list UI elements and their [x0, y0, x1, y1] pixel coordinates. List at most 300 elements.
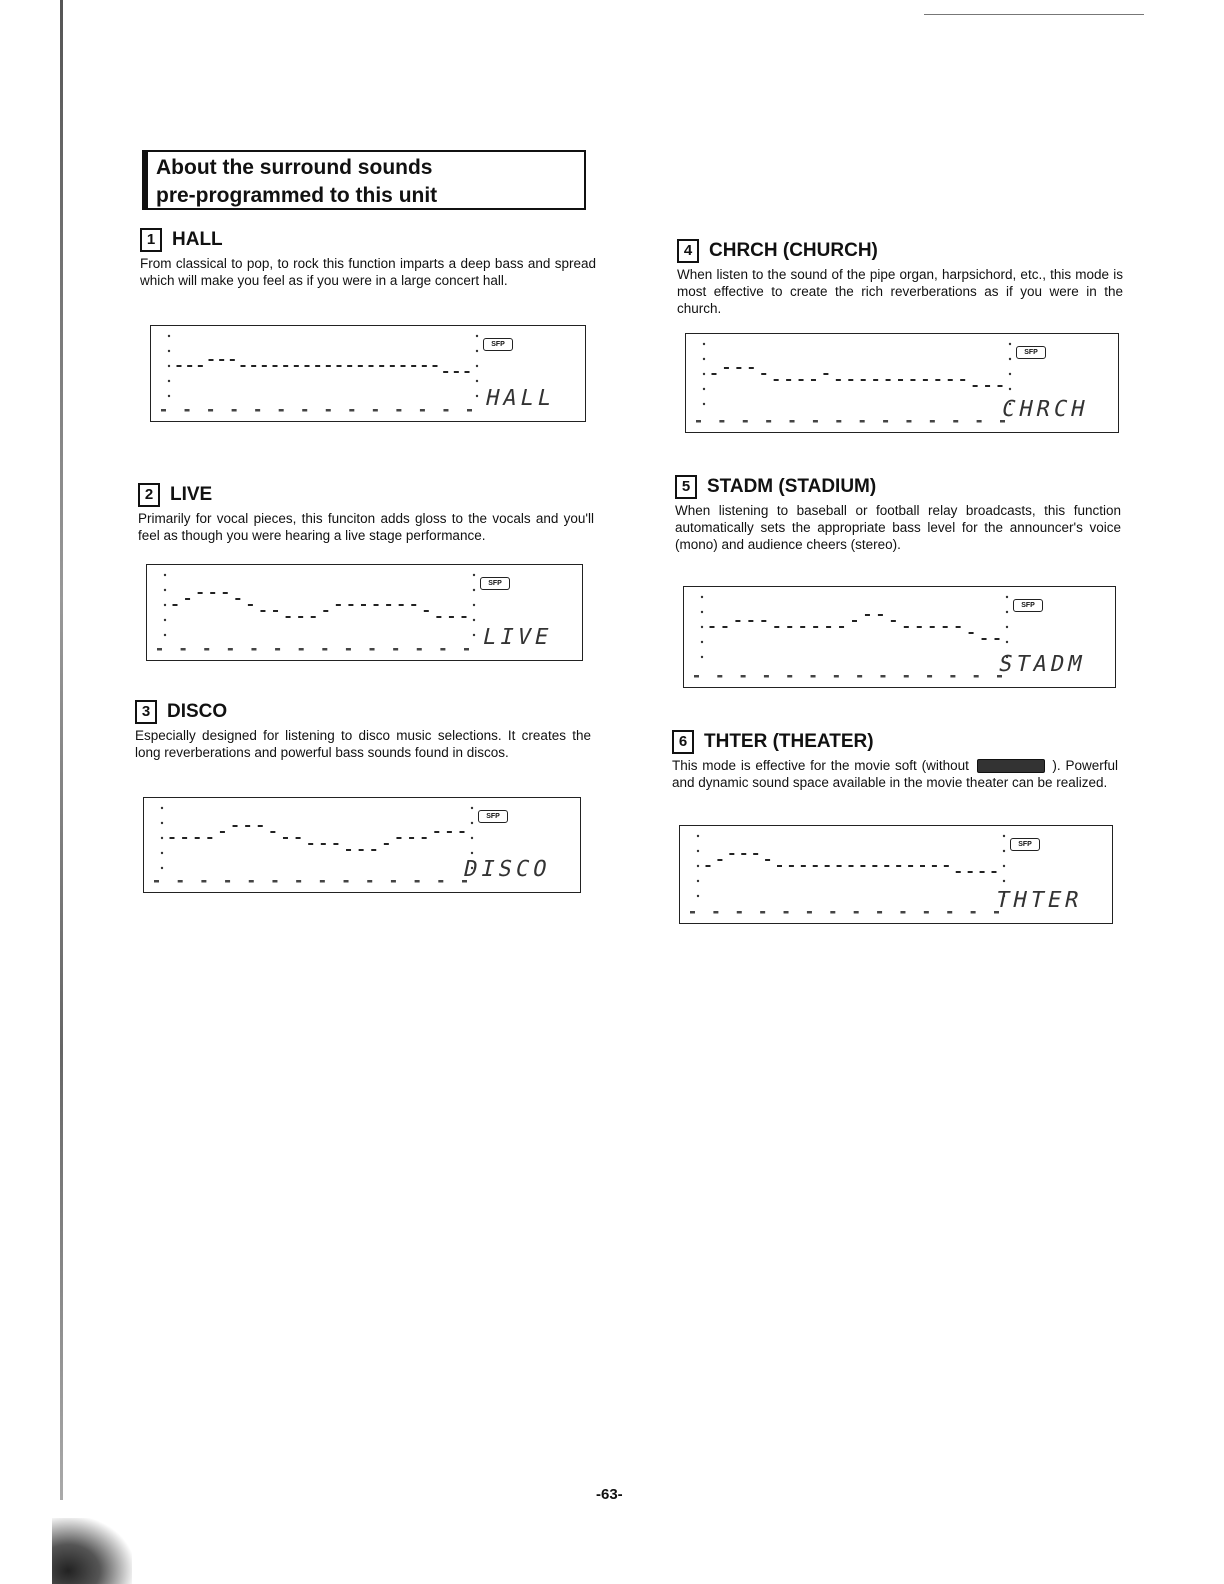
section-number: 5: [675, 475, 697, 499]
eq-dash: [241, 365, 246, 367]
eq-dash: [873, 379, 878, 381]
eq-dash: [992, 871, 997, 873]
eq-dash: [233, 825, 238, 827]
scale-dot-right: [471, 852, 473, 854]
description-part-1: This mode is effective for the movie soft (without: [672, 758, 969, 773]
freq-tick: [279, 409, 284, 412]
scale-dot-left: [701, 611, 703, 613]
eq-dash: [741, 853, 746, 855]
section-description: From classical to pop, to rock this function imparts a deep bass and spread which will make you feel as if you were in a large concert hall.: [140, 256, 596, 288]
freq-tick: [232, 409, 237, 412]
eq-dash: [170, 837, 175, 839]
freq-tick: [927, 675, 932, 678]
freq-tick: [299, 648, 304, 651]
eq-dash: [399, 604, 404, 606]
freq-tick: [396, 409, 401, 412]
freq-tick: [830, 911, 835, 914]
eq-dash: [433, 365, 438, 367]
freq-tick: [349, 409, 354, 412]
freq-tick: [181, 648, 186, 651]
scale-dot-right: [476, 365, 478, 367]
scale-dot-right: [473, 604, 475, 606]
freq-tick: [971, 911, 976, 914]
eq-dash: [886, 379, 891, 381]
section-number: 3: [135, 700, 157, 724]
heading-line-2: pre-programmed to this unit: [156, 184, 438, 207]
eq-dash: [422, 365, 427, 367]
eq-dash: [294, 365, 299, 367]
scale-dot-left: [168, 350, 170, 352]
section-title: CHRCH (CHURCH): [709, 240, 878, 261]
eq-dash: [434, 831, 439, 833]
freq-tick: [443, 409, 448, 412]
eq-dash: [326, 365, 331, 367]
eq-dash: [884, 865, 889, 867]
scale-dot-right: [1006, 641, 1008, 643]
eq-dash: [717, 859, 722, 861]
eq-dash: [311, 616, 316, 618]
freq-tick: [415, 880, 420, 883]
freq-tick: [154, 880, 159, 883]
scale-dot-right: [471, 822, 473, 824]
eq-dash: [985, 385, 990, 387]
freq-tick: [834, 675, 839, 678]
scale-dot-right: [471, 807, 473, 809]
section-stadium: [675, 475, 1121, 553]
eq-display-panel: [685, 333, 1119, 433]
eq-dash: [801, 865, 806, 867]
eq-dash: [837, 865, 842, 867]
eq-dash: [436, 616, 441, 618]
freq-tick: [764, 675, 769, 678]
eq-dash: [230, 359, 235, 361]
freq-tick: [161, 409, 166, 412]
eq-dash: [346, 849, 351, 851]
eq-dash: [462, 616, 467, 618]
eq-dash: [980, 871, 985, 873]
eq-dash: [454, 371, 459, 373]
eq-dash: [935, 379, 940, 381]
eq-dash: [761, 373, 766, 375]
scale-dot-left: [701, 596, 703, 598]
eq-dash: [220, 831, 225, 833]
section-title: HALL: [172, 229, 223, 250]
freq-tick: [225, 880, 230, 883]
eq-dash: [960, 379, 965, 381]
eq-dash: [262, 365, 267, 367]
page-number: -63-: [596, 1486, 623, 1503]
description-part-2: ). Powerful and dynamic sound space available in the movie theater can be realized.: [672, 758, 1118, 790]
freq-tick: [807, 911, 812, 914]
eq-dash: [371, 849, 376, 851]
eq-dash: [443, 371, 448, 373]
eq-display-panel: [143, 797, 581, 893]
scale-dot-right: [1006, 596, 1008, 598]
section-description: [672, 757, 1118, 791]
section-disco: [135, 700, 591, 761]
eq-dash: [800, 626, 805, 628]
freq-tick: [717, 675, 722, 678]
freq-tick: [953, 420, 958, 423]
eq-dash: [930, 626, 935, 628]
eq-dash: [384, 843, 389, 845]
eq-dash: [898, 379, 903, 381]
scale-dot-left: [697, 880, 699, 882]
eq-dash: [305, 365, 310, 367]
eq-dash: [198, 592, 203, 594]
eq-dash: [923, 379, 928, 381]
freq-tick: [391, 880, 396, 883]
eq-dash: [258, 825, 263, 827]
eq-dash: [722, 626, 727, 628]
section-number: 1: [140, 228, 162, 252]
freq-tick: [275, 648, 280, 651]
sfp-badge: SFP: [1016, 346, 1046, 359]
freq-tick: [438, 880, 443, 883]
eq-dash: [185, 598, 190, 600]
freq-tick: [719, 420, 724, 423]
freq-tick: [420, 409, 425, 412]
eq-dash: [836, 379, 841, 381]
freq-tick: [857, 675, 862, 678]
eq-dash: [337, 365, 342, 367]
freq-tick: [251, 648, 256, 651]
section-heading: [672, 730, 1118, 754]
freq-tick: [208, 409, 213, 412]
scale-dot-left: [164, 604, 166, 606]
freq-tick: [272, 880, 277, 883]
scale-dot-right: [1006, 626, 1008, 628]
freq-tick: [930, 420, 935, 423]
freq-tick: [743, 420, 748, 423]
eq-dash: [411, 604, 416, 606]
freq-tick: [741, 675, 746, 678]
freq-tick: [326, 409, 331, 412]
eq-dash: [411, 365, 416, 367]
freq-tick: [977, 420, 982, 423]
eq-dash: [182, 837, 187, 839]
scale-dot-left: [701, 626, 703, 628]
section-hall: [140, 228, 596, 289]
sfp-badge: SFP: [480, 577, 510, 590]
eq-dash: [396, 837, 401, 839]
scale-dot-right: [473, 619, 475, 621]
eq-dash: [860, 865, 865, 867]
section-live: [138, 483, 594, 544]
section-heading: [140, 228, 596, 252]
section-number: 6: [672, 730, 694, 754]
eq-dash: [248, 604, 253, 606]
eq-dash: [270, 831, 275, 833]
eq-dash: [932, 865, 937, 867]
freq-tick: [787, 675, 792, 678]
scale-dot-right: [471, 837, 473, 839]
freq-tick: [417, 648, 422, 651]
eq-dash: [956, 626, 961, 628]
freq-tick: [766, 420, 771, 423]
eq-dash: [761, 620, 766, 622]
scale-dot-right: [1003, 865, 1005, 867]
freq-tick: [344, 880, 349, 883]
scale-dot-left: [697, 895, 699, 897]
eq-dash: [706, 865, 711, 867]
eq-dash: [908, 865, 913, 867]
eq-dash: [969, 632, 974, 634]
eq-dash: [811, 379, 816, 381]
eq-dash: [753, 853, 758, 855]
scale-dot-right: [473, 589, 475, 591]
eq-dash: [995, 638, 1000, 640]
freq-tick: [860, 420, 865, 423]
eq-dash: [861, 379, 866, 381]
eq-display-panel: [150, 325, 586, 422]
scale-dot-left: [161, 852, 163, 854]
scale-dot-left: [168, 380, 170, 382]
eq-dash: [374, 604, 379, 606]
scale-dot-right: [1009, 358, 1011, 360]
scale-dot-left: [697, 850, 699, 852]
freq-tick: [440, 648, 445, 651]
section-title: DISCO: [167, 701, 228, 722]
freq-tick: [201, 880, 206, 883]
eq-dash: [348, 604, 353, 606]
scale-dot-right: [1003, 850, 1005, 852]
eq-dash: [896, 865, 901, 867]
eq-dash: [849, 865, 854, 867]
freq-tick: [906, 420, 911, 423]
freq-tick: [694, 675, 699, 678]
freq-tick: [467, 409, 472, 412]
eq-dash: [315, 365, 320, 367]
scale-dot-left: [697, 865, 699, 867]
section-description: Primarily for vocal pieces, this funciton adds gloss to the vocals and you'll feel as though you were hearing a live stage performance.: [138, 511, 594, 543]
eq-dash: [943, 626, 948, 628]
section-church: [677, 239, 1123, 317]
sfp-badge: SFP: [1010, 838, 1040, 851]
eq-dash: [195, 837, 200, 839]
eq-dash: [260, 610, 265, 612]
eq-dash: [379, 365, 384, 367]
eq-dash: [210, 592, 215, 594]
eq-dash: [390, 365, 395, 367]
eq-dash: [920, 865, 925, 867]
scale-dot-right: [476, 395, 478, 397]
eq-dash: [424, 610, 429, 612]
eq-dash: [848, 379, 853, 381]
section-title: THTER (THEATER): [704, 731, 874, 752]
freq-tick: [296, 880, 301, 883]
eq-dash: [321, 843, 326, 845]
eq-dash: [973, 385, 978, 387]
freq-tick: [760, 911, 765, 914]
scale-dot-right: [476, 335, 478, 337]
scale-dot-left: [168, 335, 170, 337]
scale-dot-right: [1003, 880, 1005, 882]
scale-dot-left: [703, 373, 705, 375]
eq-dash: [712, 373, 717, 375]
section-title: STADM (STADIUM): [707, 476, 877, 497]
scale-dot-right: [1006, 611, 1008, 613]
section-theater: [672, 730, 1118, 791]
eq-display-panel: [146, 564, 583, 661]
eq-dash: [251, 365, 256, 367]
lcd-mode-readout: THTER: [993, 888, 1085, 913]
eq-dash: [245, 825, 250, 827]
eq-dash: [724, 367, 729, 369]
eq-dash: [891, 620, 896, 622]
eq-dash: [219, 359, 224, 361]
eq-dash: [872, 865, 877, 867]
eq-dash: [710, 626, 715, 628]
section-description: When listening to baseball or football relay broadcasts, this function automatically sets the appropriate bass level for the announcer's voice (mono) and audience cheers (stereo).: [675, 503, 1121, 552]
eq-dash: [823, 373, 828, 375]
lcd-mode-readout: STADM: [996, 652, 1088, 677]
scale-dot-left: [161, 807, 163, 809]
scale-dot-left: [161, 867, 163, 869]
eq-dash: [187, 365, 192, 367]
eq-dash: [998, 385, 1003, 387]
eq-dash: [748, 620, 753, 622]
eq-dash: [347, 365, 352, 367]
eq-dash: [235, 598, 240, 600]
freq-tick: [249, 880, 254, 883]
eq-dash: [359, 849, 364, 851]
freq-tick: [696, 420, 701, 423]
freq-tick: [811, 675, 816, 678]
eq-dash: [401, 365, 406, 367]
scale-dot-left: [697, 835, 699, 837]
eq-dash: [789, 865, 794, 867]
freq-tick: [883, 420, 888, 423]
eq-dash: [358, 365, 363, 367]
lcd-mode-readout: CHRCH: [999, 397, 1091, 422]
freq-tick: [877, 911, 882, 914]
section-number: 4: [677, 239, 699, 263]
eq-dash: [948, 379, 953, 381]
dolby-surround-logo: [977, 759, 1045, 773]
eq-dash: [308, 843, 313, 845]
eq-dash: [386, 604, 391, 606]
scale-dot-right: [1009, 373, 1011, 375]
sfp-badge: SFP: [1013, 599, 1043, 612]
eq-dash: [209, 359, 214, 361]
scale-dot-right: [1009, 388, 1011, 390]
scale-dot-left: [161, 837, 163, 839]
eq-dash: [447, 831, 452, 833]
eq-dash: [956, 871, 961, 873]
scan-smudge: [52, 1518, 132, 1584]
scale-dot-left: [164, 619, 166, 621]
lcd-mode-readout: DISCO: [461, 857, 553, 882]
heading-line-1: About the surround sounds: [156, 156, 433, 179]
page-heading-box: [142, 150, 586, 210]
freq-tick: [974, 675, 979, 678]
eq-dash: [336, 604, 341, 606]
eq-dash: [765, 859, 770, 861]
eq-dash: [273, 610, 278, 612]
freq-tick: [880, 675, 885, 678]
freq-tick: [373, 409, 378, 412]
eq-dash: [825, 865, 830, 867]
scale-dot-left: [164, 634, 166, 636]
freq-tick: [713, 911, 718, 914]
eq-dash: [422, 837, 427, 839]
eq-dash: [286, 616, 291, 618]
freq-tick: [947, 911, 952, 914]
eq-dash: [774, 626, 779, 628]
scale-dot-right: [476, 350, 478, 352]
scale-dot-left: [164, 589, 166, 591]
section-heading: [138, 483, 594, 507]
eq-dash: [177, 365, 182, 367]
eq-dash: [799, 379, 804, 381]
freq-tick: [784, 911, 789, 914]
eq-dash: [852, 620, 857, 622]
lcd-mode-readout: LIVE: [480, 625, 555, 650]
eq-display-panel: [679, 825, 1113, 924]
eq-dash: [736, 367, 741, 369]
eq-dash: [944, 865, 949, 867]
eq-dash: [729, 853, 734, 855]
eq-dash: [774, 379, 779, 381]
eq-dash: [173, 604, 178, 606]
lcd-mode-readout: HALL: [483, 386, 558, 411]
freq-tick: [320, 880, 325, 883]
eq-dash: [449, 616, 454, 618]
freq-tick: [204, 648, 209, 651]
eq-dash: [813, 865, 818, 867]
eq-dash: [460, 831, 465, 833]
eq-dash: [786, 379, 791, 381]
freq-tick: [836, 420, 841, 423]
freq-tick: [690, 911, 695, 914]
eq-dash: [361, 604, 366, 606]
scale-dot-left: [701, 641, 703, 643]
scale-dot-left: [703, 403, 705, 405]
scale-dot-left: [703, 388, 705, 390]
section-description: When listen to the sound of the pipe organ, harpsichord, etc., this mode is most effective to create the rich reverberations as if you were in the church.: [677, 267, 1123, 316]
freq-tick: [900, 911, 905, 914]
eq-dash: [735, 620, 740, 622]
scale-dot-left: [161, 822, 163, 824]
freq-tick: [367, 880, 372, 883]
scale-dot-left: [701, 656, 703, 658]
eq-dash: [283, 837, 288, 839]
eq-dash: [826, 626, 831, 628]
eq-dash: [223, 592, 228, 594]
freq-tick: [393, 648, 398, 651]
scale-dot-right: [473, 574, 475, 576]
freq-tick: [178, 880, 183, 883]
freq-tick: [322, 648, 327, 651]
freq-tick: [464, 648, 469, 651]
freq-tick: [302, 409, 307, 412]
eq-dash: [333, 843, 338, 845]
freq-tick: [157, 648, 162, 651]
eq-dash: [787, 626, 792, 628]
freq-tick: [924, 911, 929, 914]
eq-dash: [865, 614, 870, 616]
eq-dash: [296, 837, 301, 839]
scale-dot-right: [476, 380, 478, 382]
freq-tick: [790, 420, 795, 423]
freq-tick: [950, 675, 955, 678]
eq-dash: [910, 379, 915, 381]
eq-dash: [283, 365, 288, 367]
eq-display-panel: [683, 586, 1116, 688]
scale-dot-right: [1009, 343, 1011, 345]
freq-tick: [185, 409, 190, 412]
